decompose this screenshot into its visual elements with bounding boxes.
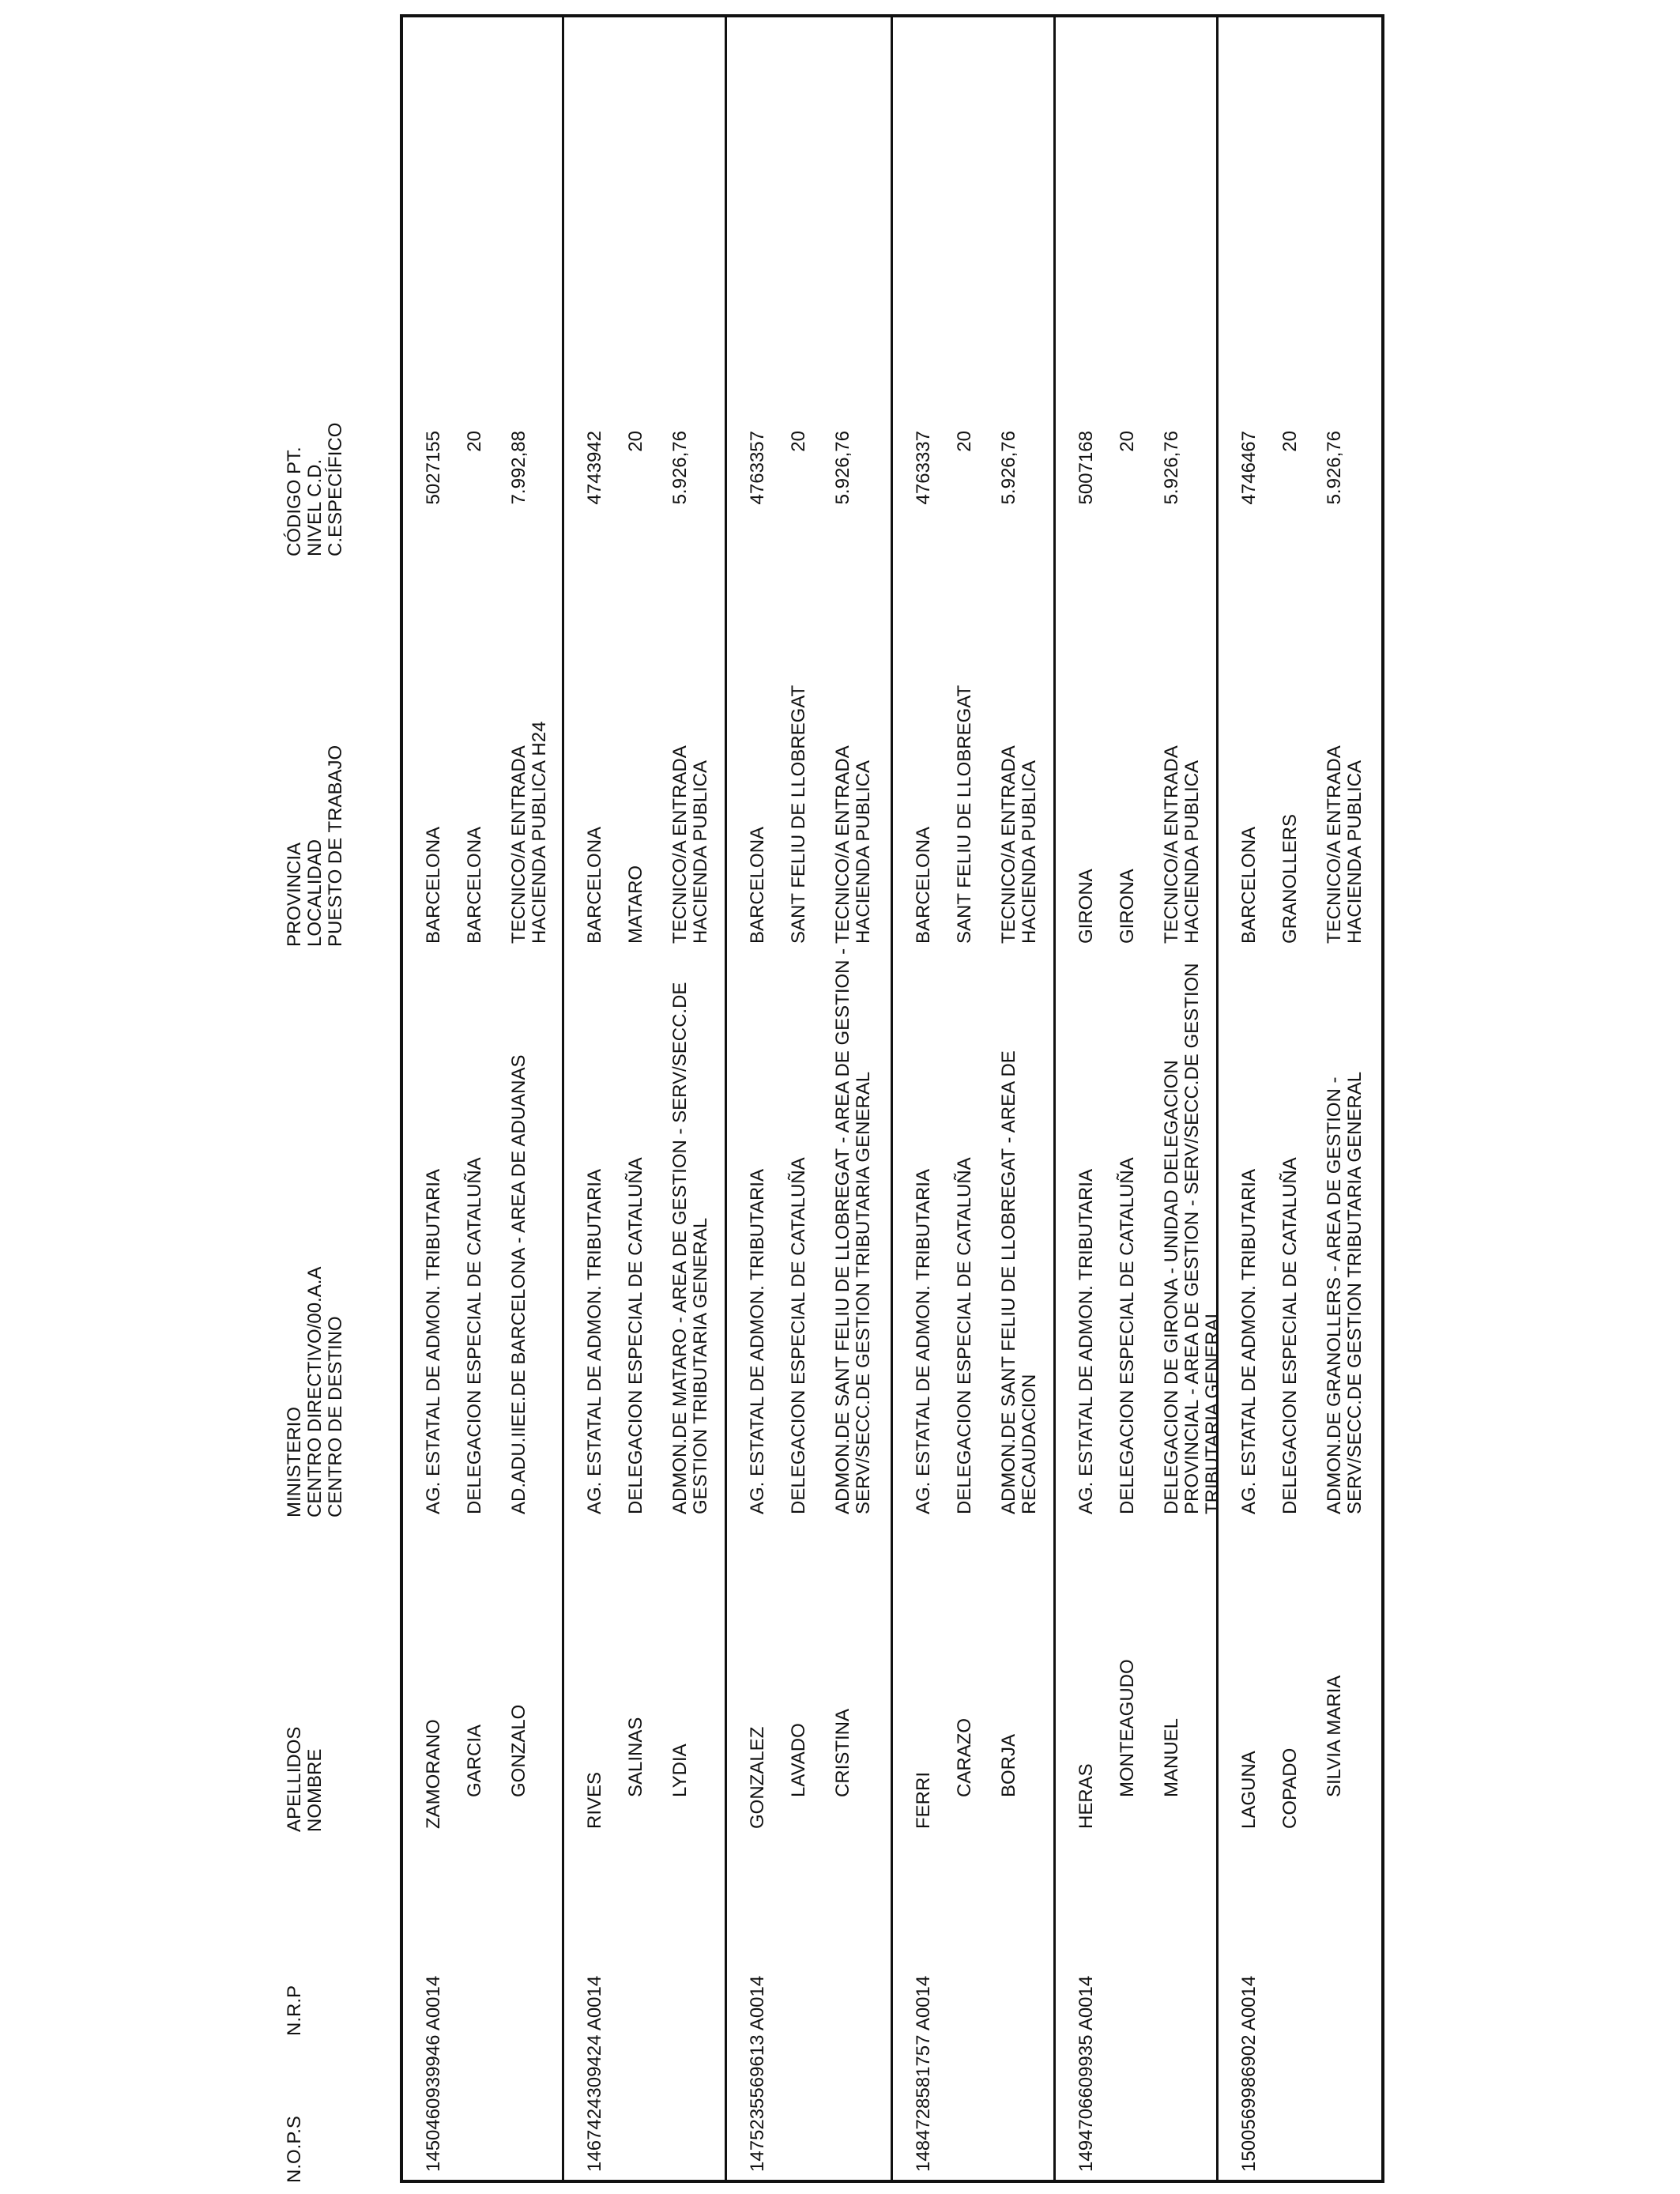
record-ministerio: AG. ESTATAL DE ADMON. TRIBUTARIA	[1238, 1169, 1260, 1514]
record-centro-destino: ADMON.DE GRANOLLERS - AREA DE GESTION - SERV/SECC.DE GESTION TRIBUTARIA GENERAL	[1324, 1071, 1365, 1514]
record-apellido2: SALINAS	[625, 1717, 646, 1797]
record-nivel: 20	[1117, 431, 1138, 452]
record-apellido1: HERAS	[1075, 1763, 1097, 1829]
record-nombre: MANUEL	[1161, 1717, 1182, 1797]
record-apellido1: LAGUNA	[1238, 1751, 1260, 1829]
record-centro-directivo: DELEGACION ESPECIAL DE CATALUÑA	[1279, 1157, 1301, 1514]
record-ministerio: AG. ESTATAL DE ADMON. TRIBUTARIA	[913, 1169, 934, 1514]
record-codigo: 5027155	[423, 431, 444, 505]
record-codigo: 4763357	[747, 431, 768, 505]
record-localidad: GIRONA	[1117, 869, 1138, 944]
record-row	[564, 17, 727, 2180]
record-nivel: 20	[1279, 431, 1301, 452]
record-provincia: BARCELONA	[747, 826, 768, 944]
header-ministerio-label: MINISTERIO	[284, 1406, 305, 1517]
record-puesto: TECNICO/A ENTRADA HACIENDA PUBLICA	[669, 746, 711, 944]
record-nops: 147	[747, 2139, 768, 2172]
header-localidad-label: LOCALIDAD	[304, 839, 326, 947]
record-centro-directivo: DELEGACION ESPECIAL DE CATALUÑA	[625, 1157, 646, 1514]
record-provincia: BARCELONA	[913, 826, 934, 944]
record-nivel: 20	[788, 431, 809, 452]
record-nrp: 0569986902 A0014	[1238, 1975, 1260, 2140]
record-localidad: SANT FELIU DE LLOBREGAT	[788, 684, 809, 944]
record-nrp: 7424309424 A0014	[584, 1975, 605, 2140]
record-nombre: CRISTINA	[832, 1708, 853, 1797]
record-row	[1219, 17, 1381, 2180]
record-centro-destino: AD.ADU.IIEE.DE BARCELONA - AREA DE ADUANAS	[508, 1054, 529, 1514]
record-ministerio: AG. ESTATAL DE ADMON. TRIBUTARIA	[747, 1169, 768, 1514]
record-centro-directivo: DELEGACION ESPECIAL DE CATALUÑA	[788, 1157, 809, 1514]
header-nops	[284, 2116, 371, 2183]
record-row	[403, 17, 564, 2180]
record-ministerio: AG. ESTATAL DE ADMON. TRIBUTARIA	[1075, 1169, 1097, 1514]
header-centro-directivo-label: CENTRO DIRECTIVO/00.A.A	[304, 1266, 326, 1517]
record-row	[1056, 17, 1223, 2180]
record-centro-destino: ADMON.DE SANT FELIU DE LLOBREGAT - AREA DE RECAUDACION	[998, 1050, 1040, 1514]
record-localidad: BARCELONA	[464, 826, 485, 944]
record-apellido2: GARCIA	[464, 1724, 485, 1797]
record-codigo: 4743942	[584, 431, 605, 505]
record-nivel: 20	[954, 431, 975, 452]
record-centro-destino: DELEGACION DE GIRONA - UNIDAD DELEGACION PROVINCIAL - AREA DE GESTION - SERV/SECC.DE GESTION TRIBUTARIA GENERAL	[1161, 963, 1223, 1514]
record-puesto: TECNICO/A ENTRADA HACIENDA PUBLICA	[832, 746, 874, 944]
header-ministerio	[284, 1267, 371, 1517]
record-apellido1: FERRI	[913, 1772, 934, 1829]
header-nivel-label: NIVEL C.D.	[304, 458, 326, 556]
header-nrp-label: N.R.P	[284, 1985, 305, 2036]
record-nombre: LYDIA	[669, 1744, 691, 1797]
record-puesto: TECNICO/A ENTRADA HACIENDA PUBLICA	[1161, 746, 1203, 944]
record-especifico: 5.926,76	[669, 431, 691, 505]
header-puesto-label: PUESTO DE TRABAJO	[325, 745, 346, 947]
record-nops: 150	[1238, 2139, 1260, 2172]
record-nops: 145	[423, 2139, 444, 2172]
record-nops: 146	[584, 2139, 605, 2172]
record-provincia: BARCELONA	[423, 826, 444, 944]
record-nombre: BORJA	[998, 1733, 1019, 1797]
record-centro-directivo: DELEGACION ESPECIAL DE CATALUÑA	[1117, 1157, 1138, 1514]
record-localidad: MATARO	[625, 865, 646, 944]
header-nombre-label: NOMBRE	[304, 1748, 326, 1832]
record-codigo: 4746467	[1238, 431, 1260, 505]
record-ministerio: AG. ESTATAL DE ADMON. TRIBUTARIA	[423, 1169, 444, 1514]
record-row	[727, 17, 893, 2180]
record-centro-directivo: DELEGACION ESPECIAL DE CATALUÑA	[954, 1157, 975, 1514]
header-nops-label: N.O.P.S	[284, 2116, 305, 2183]
record-localidad: GRANOLLERS	[1279, 813, 1301, 944]
record-provincia: BARCELONA	[584, 826, 605, 944]
record-codigo: 4763337	[913, 431, 934, 505]
record-nrp: 5235569613 A0014	[747, 1975, 768, 2140]
header-provincia-label: PROVINCIA	[284, 842, 305, 947]
record-nrp: 0460939946 A0014	[423, 1975, 444, 2140]
header-nrp	[284, 1985, 371, 2036]
header-codigo-label: CÓDIGO PT.	[284, 447, 305, 556]
record-nops: 149	[1075, 2139, 1097, 2172]
header-especifico-label: C.ESPECÍFICO	[325, 422, 346, 556]
header-centro-destino-label: CENTRO DE DESTINO	[325, 1316, 346, 1517]
record-centro-destino: ADMON.DE SANT FELIU DE LLOBREGAT - AREA DE GESTION - SERV/SECC.DE GESTION TRIBUTARIA GENERAL	[832, 948, 874, 1514]
record-nivel: 20	[464, 431, 485, 452]
record-apellido2: CARAZO	[954, 1717, 975, 1797]
record-ministerio: AG. ESTATAL DE ADMON. TRIBUTARIA	[584, 1169, 605, 1514]
header-provincia	[284, 745, 371, 947]
record-centro-directivo: DELEGACION ESPECIAL DE CATALUÑA	[464, 1157, 485, 1514]
record-especifico: 5.926,76	[1161, 431, 1182, 505]
record-nombre: GONZALO	[508, 1704, 529, 1797]
record-codigo: 5007168	[1075, 431, 1097, 505]
record-nrp: 4706609935 A0014	[1075, 1975, 1097, 2140]
record-nrp: 4728581757 A0014	[913, 1975, 934, 2140]
record-nops: 148	[913, 2139, 934, 2172]
header-name	[284, 1727, 371, 1832]
record-especifico: 5.926,76	[832, 431, 853, 505]
record-row	[893, 17, 1056, 2180]
record-especifico: 5.926,76	[998, 431, 1019, 505]
record-apellido2: MONTEAGUDO	[1117, 1659, 1138, 1797]
record-nivel: 20	[625, 431, 646, 452]
record-apellido1: RIVES	[584, 1771, 605, 1829]
record-provincia: GIRONA	[1075, 869, 1097, 944]
header-codigo	[284, 423, 371, 556]
record-apellido1: ZAMORANO	[423, 1719, 444, 1829]
record-centro-destino: ADMON.DE MATARO - AREA DE GESTION - SERV/SECC.DE GESTION TRIBUTARIA GENERAL	[669, 982, 711, 1514]
record-especifico: 5.926,76	[1324, 431, 1345, 505]
header-apellidos-label: APELLIDOS	[284, 1726, 305, 1832]
records-table	[400, 14, 1384, 2183]
record-especifico: 7.992,88	[508, 431, 529, 505]
record-nombre: SILVIA MARIA	[1324, 1675, 1345, 1797]
record-apellido1: GONZALEZ	[747, 1726, 768, 1829]
record-puesto: TECNICO/A ENTRADA HACIENDA PUBLICA	[998, 746, 1040, 944]
record-provincia: BARCELONA	[1238, 826, 1260, 944]
record-apellido2: LAVADO	[788, 1723, 809, 1797]
record-puesto: TECNICO/A ENTRADA HACIENDA PUBLICA	[1324, 746, 1365, 944]
record-apellido2: COPADO	[1279, 1747, 1301, 1829]
record-localidad: SANT FELIU DE LLOBREGAT	[954, 684, 975, 944]
record-puesto: TECNICO/A ENTRADA HACIENDA PUBLICA H24	[508, 721, 550, 944]
